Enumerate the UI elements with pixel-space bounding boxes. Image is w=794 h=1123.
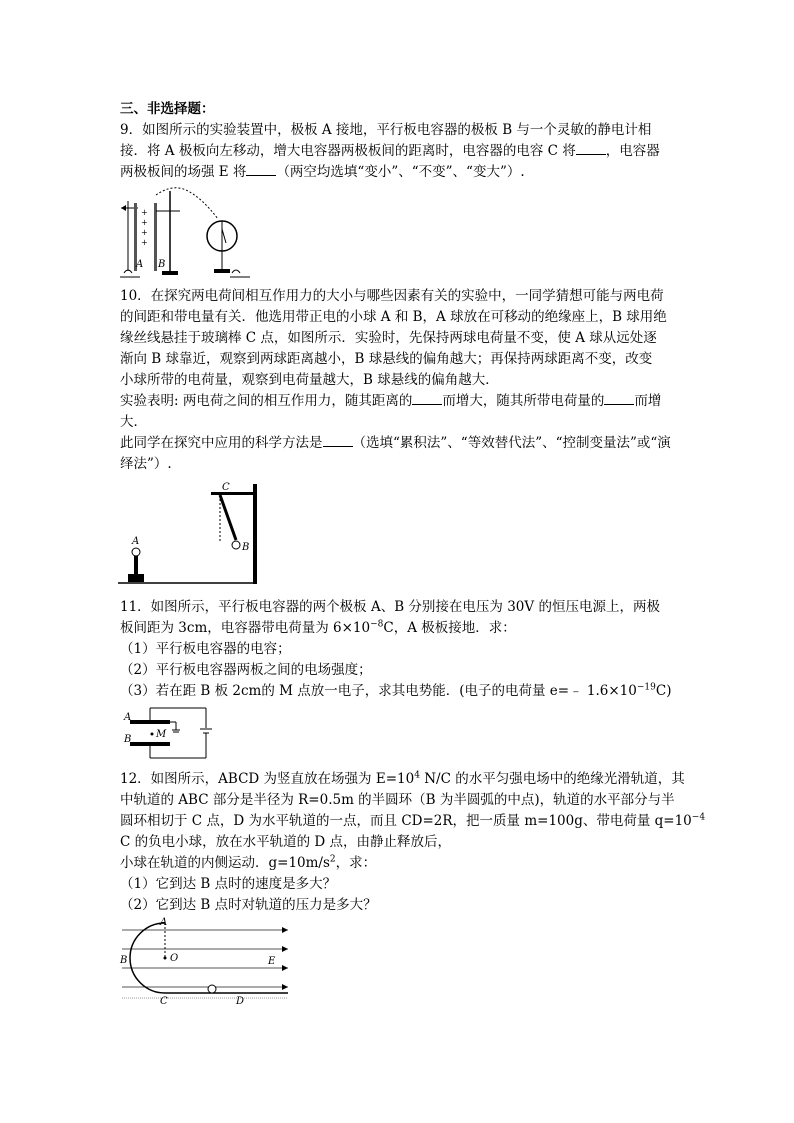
q9-capacitor-figure	[118, 181, 258, 281]
fig-label: C	[160, 996, 168, 1007]
q10-line-5: 小球所带的电荷量，观察到电荷量越大，B 球悬线的偏角越大．	[120, 372, 499, 388]
q11-line-1: 11．如图所示，平行板电容器的两个极板 A、B 分别接在电压为 30V 的恒压电源上，两极	[120, 599, 660, 615]
section-title: 三、非选择题：	[120, 101, 215, 117]
q10-line-8: 此同学在探究中应用的科学方法是 （选填“累积法”、“等效替代法”、“控制变量法”或“演	[120, 435, 671, 451]
q12-line-2: 中轨道的 ABC 部分是半径为 R=0.5m 的半圆环（B 为半圆弧的中点)，轨道的水平部分与半	[120, 792, 675, 808]
fig-label: B	[242, 542, 250, 553]
q10-line-7: 大．	[120, 414, 147, 430]
fig-label: A	[132, 536, 140, 547]
fig-label: E	[268, 956, 276, 967]
q12-line-6: （1）它到达 B 点时的速度是多大？	[120, 876, 337, 892]
q12-track-figure	[118, 918, 293, 1006]
q10-line-3: 缘丝线悬挂于玻璃棒 C 点，如图所示．实验时，先保持两球电荷量不变，使 A 球从远处逐	[120, 330, 657, 346]
q9-line-2: 接．将 A 极板向左移动，增大电容器两极板间的距离时，电容器的电容 C 将 ，电容器	[120, 143, 660, 159]
q12-line-7: （2）它到达 B 点时对轨道的压力是多大？	[120, 897, 377, 913]
answer-blank	[604, 392, 634, 405]
q12-line-1: 12．如图所示，ABCD 为竖直放在场强为 $E=10^4$ N/C 的水平匀强电场中的绝缘光滑轨道，其	[120, 770, 685, 787]
q9-line-3: 两极板间的场强 E 将 （两空均选填“变小”、“不变”、“变大”）.	[120, 164, 525, 180]
answer-blank	[412, 392, 442, 405]
fig-label: A	[136, 259, 144, 270]
fig-label: B	[158, 259, 166, 270]
svg-text:+: +	[141, 228, 148, 237]
fig-label: A	[124, 712, 132, 723]
fig-label: O	[170, 953, 179, 964]
q11-line-2: 板间距为 3cm，电容器带电荷量为 $6\times 10^{-8}C$，A 极板接地．求：	[120, 619, 516, 636]
svg-text:+: +	[141, 208, 148, 217]
fig-label: M	[156, 729, 167, 740]
answer-blank	[576, 142, 606, 155]
answer-blank	[246, 163, 276, 176]
fig-label: D	[236, 996, 245, 1007]
q11-line-3: （1）平行板电容器的电容；	[120, 641, 291, 657]
q11-line-5: （3）若在距 B 板 2cm的 M 点放一电子，求其电势能．(电子的电荷量 e=﹣ $1.6\times 10^{-19}C$)	[120, 682, 672, 699]
fig-label: B	[120, 955, 128, 966]
q10-line-1: 10．在探究两电荷间相互作用力的大小与哪些因素有关的实验中，一同学猜想可能与两电荷	[120, 288, 664, 304]
q10-line-6: 实验表明: 两电荷之间的相互作用力，随其距离的 而增大，随其所带电荷量的 而增	[120, 393, 662, 409]
q12-line-5: 小球在轨道的内侧运动．$g=10m/s^2$，求：	[120, 854, 377, 871]
q11-line-4: （2）平行板电容器两板之间的电场强度；	[120, 662, 372, 678]
q12-line-4: C 的负电小球，放在水平轨道的 D 点，由静止释放后，	[120, 834, 452, 850]
q11-circuit-figure	[118, 702, 218, 764]
fig-label: B	[124, 734, 132, 745]
fig-label: A	[160, 917, 168, 928]
svg-text:+: +	[141, 238, 148, 247]
svg-text:+: +	[141, 218, 148, 227]
q10-line-2: 的间距和带电量有关．他选用带正电的小球 A 和 B，A 球放在可移动的绝缘座上，B 球用绝	[120, 309, 667, 325]
q9-line-1: 9．如图所示的实验装置中，极板 A 接地，平行板电容器的极板 B 与一个灵敏的静电计相	[120, 122, 652, 138]
q10-line-9: 绎法”）.	[120, 456, 172, 472]
fig-label: C	[222, 482, 230, 493]
q10-coulomb-figure	[118, 480, 268, 588]
q10-line-4: 渐向 B 球靠近，观察到两球距离越小，B 球悬线的偏角越大；再保持两球距离不变，改变	[120, 351, 653, 367]
answer-blank	[323, 434, 353, 447]
q12-line-3: 圆环相切于 C 点，D 为水平轨道的一点，而且 CD=2R，把一质量 m=100g、带电荷量 $q=10^{-4}$	[120, 812, 706, 829]
